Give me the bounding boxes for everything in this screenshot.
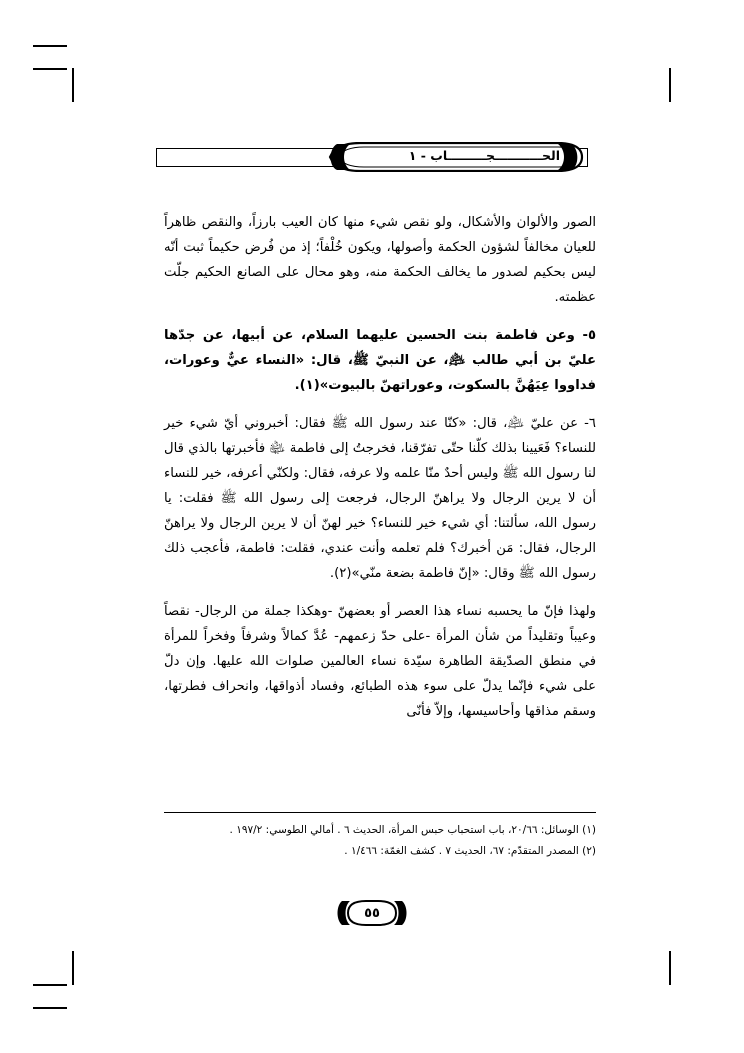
- footnote-2: (٢) المصدر المتقدّم: ٦٧، الحديث ٧ . كشف الغمّة: ١/٤٦٦ .: [344, 845, 596, 857]
- running-header: [156, 140, 588, 170]
- crop-mark-left-lower-bottom: [33, 1007, 67, 1009]
- footnote-area: [164, 812, 596, 863]
- footnote-1: (١) الوسائل: ٢٠/٦٦، باب استحباب حبس المرأة، الحديث ٦ . أمالي الطوسي: ١٩٧/٢ .: [229, 824, 596, 836]
- header-title: الحـــــــــــجـــــــــاب - ١: [408, 148, 560, 163]
- page-canvas: [148, 140, 596, 930]
- crop-mark-left-mid-top: [33, 45, 67, 47]
- crop-mark-top-left: [72, 68, 74, 102]
- crop-mark-bottom-right: [669, 951, 671, 985]
- page-number-badge: [336, 900, 408, 926]
- paragraph-1: الصور والألوان والأشكال، ولو نقص شيء منها كان العيب بارزاً، والنقص ظاهراً للعيان مخالفاً لشؤون الحكمة وأصولها، ويكون خُلْفاً؛ إذ من فُرض حكيماً ثبت أنّه ليس بحكيم لصدور ما يخالف الحكمة منه، وهو محال على الصانع الحكيم جلّت عظمته.: [164, 215, 596, 305]
- paragraph-3-hadith-6: ٦- عن عليّ ﵇، قال: «كنّا عند رسول الله ﷺ فقال: أخبروني أيّ شيء خير للنساء؟ فَعَيينا بذلك كلّنا حتّى تفرّقنا، فخرجتُ إلى فاطمة ﵍ فأخبرتها بالذي قال لنا رسول الله ﷺ وليس أحدٌ منّا علمه ولا عرفه، فقال: ولكنّي أعرفه، خير للنساء أن لا يرين الرجال ولا يراهنّ الرجال، فرجعت إلى رسول الله ﷺ فقلت: يا رسول الله، سألتنا: أي شيء خير للنساء؟ خير لهنّ أن لا يرين الرجال ولا يراهنّ الرجال، فقال: مَن أخبرك؟ فلم تعلمه وأنت عندي، فقلت: فاطمة، فأعجب ذلك رسول الله ﷺ وقال: «إنّ فاطمة بضعة منّي»(٢).: [164, 416, 596, 581]
- crop-mark-bottom-left: [72, 951, 74, 985]
- paragraph-2-hadith-5: ٥- وعن فاطمة بنت الحسين عليهما السلام، عن أبيها، عن جدّها عليّ بن أبي طالب ﵇، عن النبيّ ﷺ، قال: «النساء عيٌّ وعورات، فداووا عِيَهُنَّ بالسكوت، وعوراتهنّ بالبيوت»(١).: [164, 328, 596, 393]
- crop-mark-left-lower-top: [33, 984, 67, 986]
- crop-mark-left-mid-bottom: [33, 68, 67, 70]
- paragraph-4: ولهذا فإنّ ما يحسبه نساء هذا العصر أو بعضهنّ -وهكذا جملة من الرجال- نقصاً وعيباً وتقليداً من شأن المرأة -على حدّ زعمهم- عُدَّ كمالاً وشرفاً وفخراً للمرأة في منطق الصدّيقة الطاهرة سيّدة نساء العالمين صلوات الله عليها. وإن دلّ على شيء فإنّما يدلّ على سوء هذه الطبائع، وفساد أذواقها، وانحراف فطرتها، وسقم مذاقها وأحاسيسها، وإلاّ فأنّى: [164, 604, 596, 719]
- body-content: [164, 210, 596, 724]
- crop-mark-top-right: [669, 68, 671, 102]
- footnote-divider: [164, 812, 596, 813]
- page-number: ٥٥: [364, 905, 380, 921]
